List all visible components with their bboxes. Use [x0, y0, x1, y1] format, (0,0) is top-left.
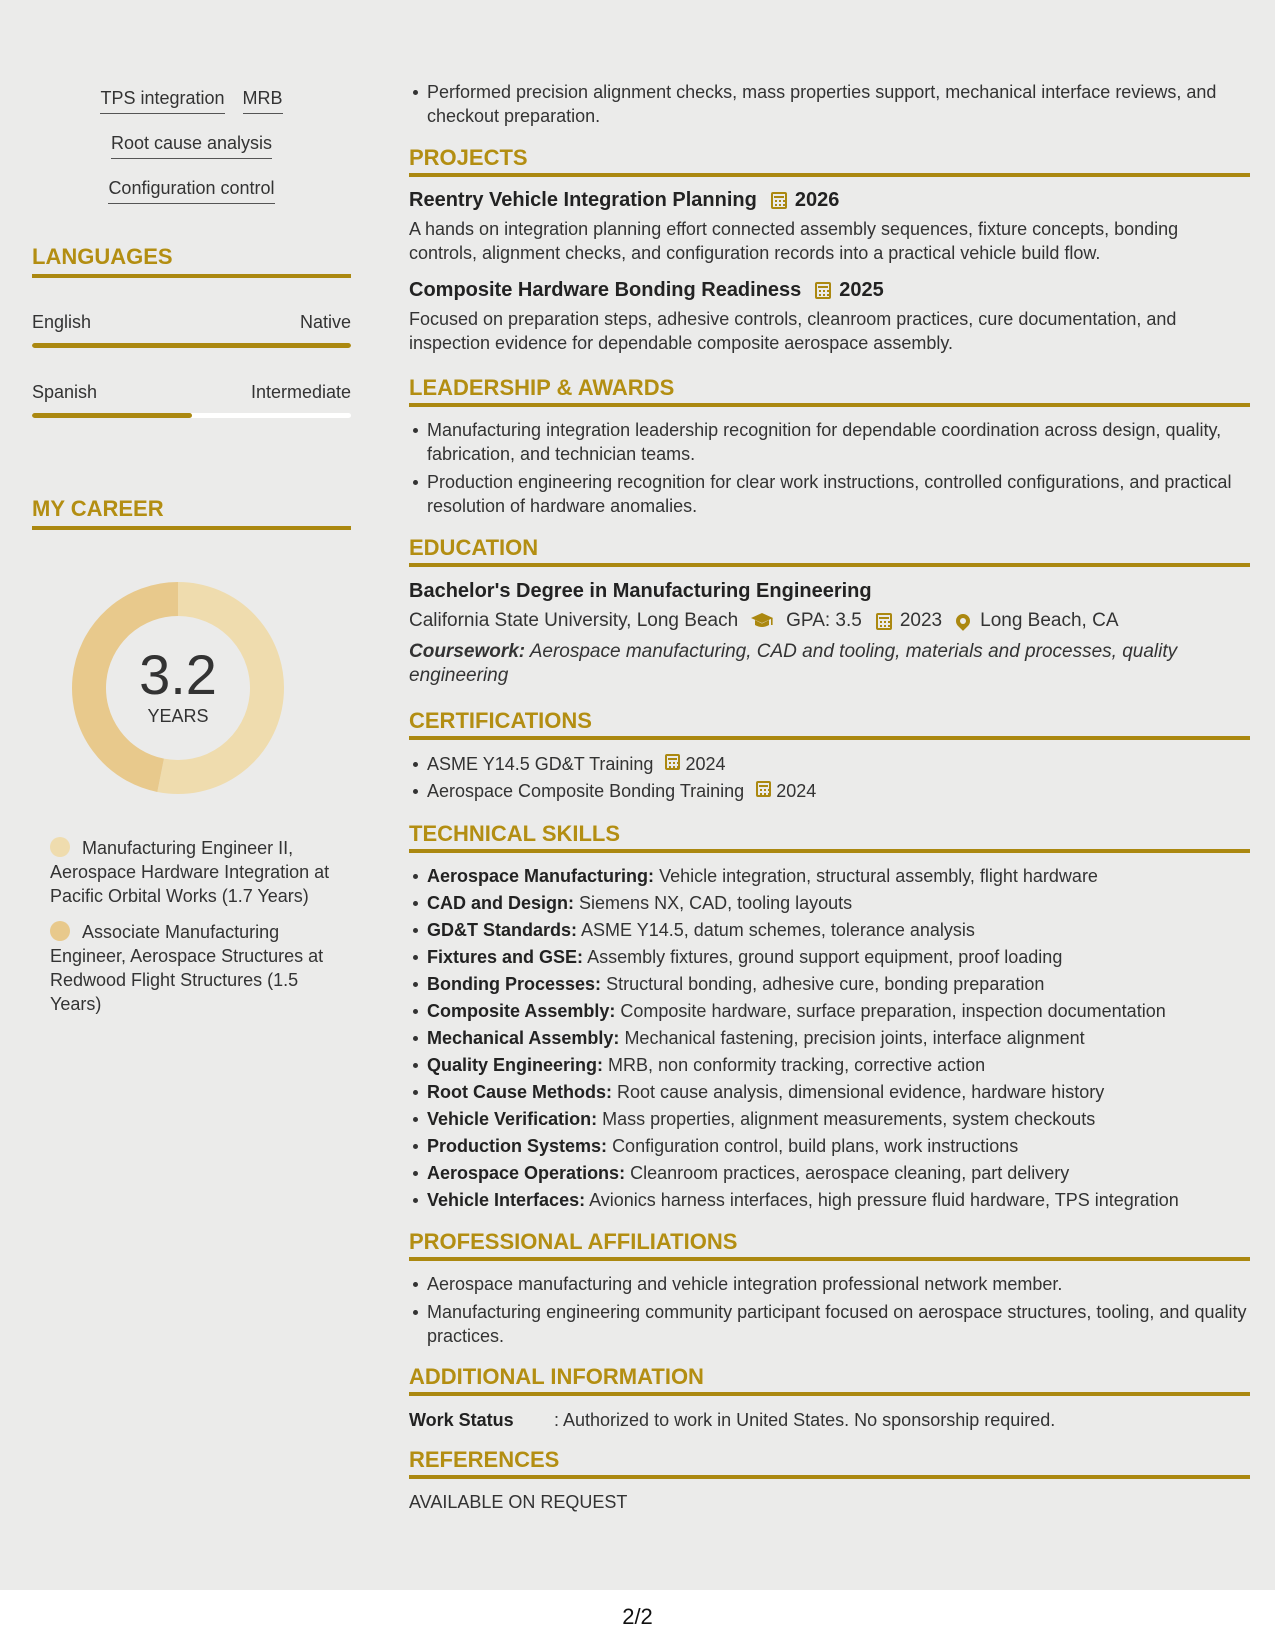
- education-entry: [409, 578, 1250, 688]
- skill-item: [427, 999, 1250, 1023]
- project-description: Focused on preparation steps, adhesive controls, cleanroom practices, cure documentation, and inspection evidence for dependable composite aerospace assembly.: [409, 309, 1177, 353]
- work-status-value: : Authorized to work in United States. No sponsorship required.: [554, 1410, 1056, 1430]
- tag-row: [32, 86, 351, 131]
- references-text: AVAILABLE ON REQUEST: [409, 1492, 628, 1512]
- additional-info-heading: ADDITIONAL INFORMATION: [409, 1364, 1250, 1396]
- certification-item: [427, 779, 1250, 803]
- language-name: English: [32, 312, 92, 332]
- skill-value: Siemens NX, CAD, tooling layouts: [579, 893, 853, 913]
- tag-configuration-control: Configuration control: [108, 176, 274, 204]
- skill-item: [427, 891, 1250, 915]
- language-level: Intermediate: [250, 382, 351, 402]
- career-role: Manufacturing Engineer II, Aerospace Hardware Integration at Pacific Orbital Works (1.7 Years): [50, 838, 330, 906]
- calendar-icon: [876, 613, 892, 630]
- leadership-bullet: Manufacturing integration leadership recognition for dependable coordination across design, quality, fabrication, and technician teams.: [427, 418, 1250, 466]
- calendar-icon: [665, 754, 680, 770]
- graduation-cap-icon: [750, 612, 774, 630]
- project-item: [409, 187, 1250, 265]
- career-role: Associate Manufacturing Engineer, Aerospace Structures at Redwood Flight Structures (1.5 Years): [50, 922, 324, 1014]
- skill-label: Root Cause Methods:: [427, 1082, 613, 1102]
- certification-name: Aerospace Composite Bonding Training: [427, 781, 745, 801]
- skill-item: [427, 945, 1250, 969]
- donut-center: [66, 576, 290, 800]
- career-donut-chart: [66, 576, 290, 800]
- language-bar: [32, 343, 351, 348]
- leadership-list: [409, 418, 1250, 522]
- career-legend: [50, 836, 340, 1028]
- skill-item: [427, 1053, 1250, 1077]
- tag-root-cause-analysis: Root cause analysis: [111, 131, 272, 159]
- language-bar-fill: [32, 413, 192, 418]
- skill-label: Mechanical Assembly:: [427, 1028, 620, 1048]
- additional-info: [409, 1408, 1250, 1432]
- education-gpa: GPA: 3.5: [786, 610, 862, 631]
- skills-list: [409, 864, 1250, 1215]
- affiliation-bullet: Manufacturing engineering community participant focused on aerospace structures, tooling, and quality practices.: [427, 1300, 1250, 1348]
- skill-label: Aerospace Operations:: [427, 1163, 626, 1183]
- calendar-icon: [756, 781, 771, 797]
- skill-item: [427, 1107, 1250, 1131]
- language-english: [32, 312, 351, 348]
- skills-heading: TECHNICAL SKILLS: [409, 821, 1250, 853]
- certification-item: [427, 752, 1250, 776]
- tag-mrb: MRB: [243, 86, 283, 114]
- calendar-icon: [815, 282, 831, 299]
- certification-year: 2024: [685, 754, 726, 774]
- skill-value: Avionics harness interfaces, high pressure fluid hardware, TPS integration: [589, 1190, 1179, 1210]
- certification-year: 2024: [776, 781, 817, 801]
- education-year: 2023: [899, 610, 943, 631]
- tag-row: [32, 176, 351, 221]
- skill-value: Cleanroom practices, aerospace cleaning, part delivery: [630, 1163, 1070, 1183]
- skill-label: Bonding Processes:: [427, 974, 602, 994]
- coursework-label: Coursework:: [409, 641, 526, 662]
- career-total-value: 3.2: [139, 642, 217, 706]
- skill-value: Structural bonding, adhesive cure, bonding preparation: [606, 974, 1045, 994]
- languages-heading: LANGUAGES: [32, 244, 351, 278]
- skill-item: [427, 972, 1250, 996]
- legend-dot: [50, 921, 70, 941]
- skill-value: Configuration control, build plans, work instructions: [612, 1136, 1019, 1156]
- certification-name: ASME Y14.5 GD&T Training: [427, 754, 654, 774]
- skill-item: [427, 1026, 1250, 1050]
- career-total-unit: YEARS: [147, 705, 209, 726]
- affiliation-bullet: Aerospace manufacturing and vehicle integration professional network member.: [427, 1272, 1250, 1296]
- tag-tps-integration: TPS integration: [100, 86, 224, 114]
- education-coursework: [409, 640, 1250, 688]
- skill-value: Vehicle integration, structural assembly, flight hardware: [659, 866, 1098, 886]
- legend-dot: [50, 837, 70, 857]
- skill-label: Vehicle Interfaces:: [427, 1190, 586, 1210]
- project-name: Composite Hardware Bonding Readiness: [409, 279, 802, 301]
- work-status-label: Work Status: [409, 1410, 514, 1430]
- skill-label: CAD and Design:: [427, 893, 575, 913]
- skill-label: Composite Assembly:: [427, 1001, 616, 1021]
- projects-list: [409, 187, 1250, 355]
- project-description: A hands on integration planning effort connected assembly sequences, fixture concepts, bonding controls, alignment checks, and configuration records into a practical vehicle build flow.: [409, 219, 1179, 263]
- leadership-heading: LEADERSHIP & AWARDS: [409, 375, 1250, 407]
- page-number: 2/2: [622, 1604, 653, 1629]
- skill-value: Mass properties, alignment measurements, system checkouts: [602, 1109, 1096, 1129]
- experience-bullet: Performed precision alignment checks, mass properties support, mechanical interface reviews, and checkout preparation.: [427, 80, 1250, 128]
- certifications-list: [409, 752, 1250, 807]
- coursework-text: Aerospace manufacturing, CAD and tooling, materials and processes, quality engineering: [409, 641, 1178, 686]
- skill-tags: [32, 86, 351, 221]
- skill-item: [427, 918, 1250, 942]
- education-school: California State University, Long Beach: [409, 610, 739, 631]
- education-degree: Bachelor's Degree in Manufacturing Engineering: [409, 580, 872, 602]
- skill-item: [427, 864, 1250, 888]
- skill-item: [427, 1134, 1250, 1158]
- affiliations-heading: PROFESSIONAL AFFILIATIONS: [409, 1229, 1250, 1261]
- projects-heading: PROJECTS: [409, 145, 1250, 177]
- language-bar-fill: [32, 343, 351, 348]
- education-location: Long Beach, CA: [980, 610, 1119, 631]
- calendar-icon: [771, 192, 787, 209]
- project-item: [409, 277, 1250, 355]
- references: [409, 1492, 1250, 1513]
- skill-value: ASME Y14.5, datum schemes, tolerance analysis: [581, 920, 975, 940]
- project-year: 2026: [794, 189, 840, 211]
- education-heading: EDUCATION: [409, 535, 1250, 567]
- page-footer: [0, 1590, 1275, 1650]
- project-name: Reentry Vehicle Integration Planning: [409, 189, 757, 211]
- language-level: Native: [299, 312, 351, 332]
- tag-row: [32, 131, 351, 176]
- skill-value: Mechanical fastening, precision joints, interface alignment: [624, 1028, 1085, 1048]
- skill-label: Production Systems:: [427, 1136, 608, 1156]
- experience-tail: [409, 80, 1250, 132]
- skill-label: Aerospace Manufacturing:: [427, 866, 655, 886]
- references-heading: REFERENCES: [409, 1447, 1250, 1479]
- skill-label: Vehicle Verification:: [427, 1109, 598, 1129]
- language-name: Spanish: [32, 382, 98, 402]
- career-legend-item: [50, 920, 340, 1016]
- location-pin-icon: [953, 611, 973, 631]
- career-legend-item: [50, 836, 340, 908]
- skill-value: Assembly fixtures, ground support equipment, proof loading: [587, 947, 1063, 967]
- skill-label: Quality Engineering:: [427, 1055, 604, 1075]
- skill-label: GD&T Standards:: [427, 920, 578, 940]
- language-spanish: [32, 382, 351, 418]
- skill-value: MRB, non conformity tracking, corrective action: [608, 1055, 986, 1075]
- skill-value: Composite hardware, surface preparation, inspection documentation: [620, 1001, 1166, 1021]
- project-year: 2025: [839, 279, 884, 301]
- skill-value: Root cause analysis, dimensional evidence, hardware history: [617, 1082, 1105, 1102]
- language-bar: [32, 413, 351, 418]
- skill-label: Fixtures and GSE:: [427, 947, 584, 967]
- career-heading: MY CAREER: [32, 496, 351, 530]
- skill-item: [427, 1188, 1250, 1212]
- education-details: [409, 608, 1250, 634]
- leadership-bullet: Production engineering recognition for clear work instructions, controlled configurations, and practical resolution of hardware anomalies.: [427, 470, 1250, 518]
- skill-item: [427, 1080, 1250, 1104]
- affiliations-list: [409, 1272, 1250, 1352]
- skill-item: [427, 1161, 1250, 1185]
- certifications-heading: CERTIFICATIONS: [409, 708, 1250, 740]
